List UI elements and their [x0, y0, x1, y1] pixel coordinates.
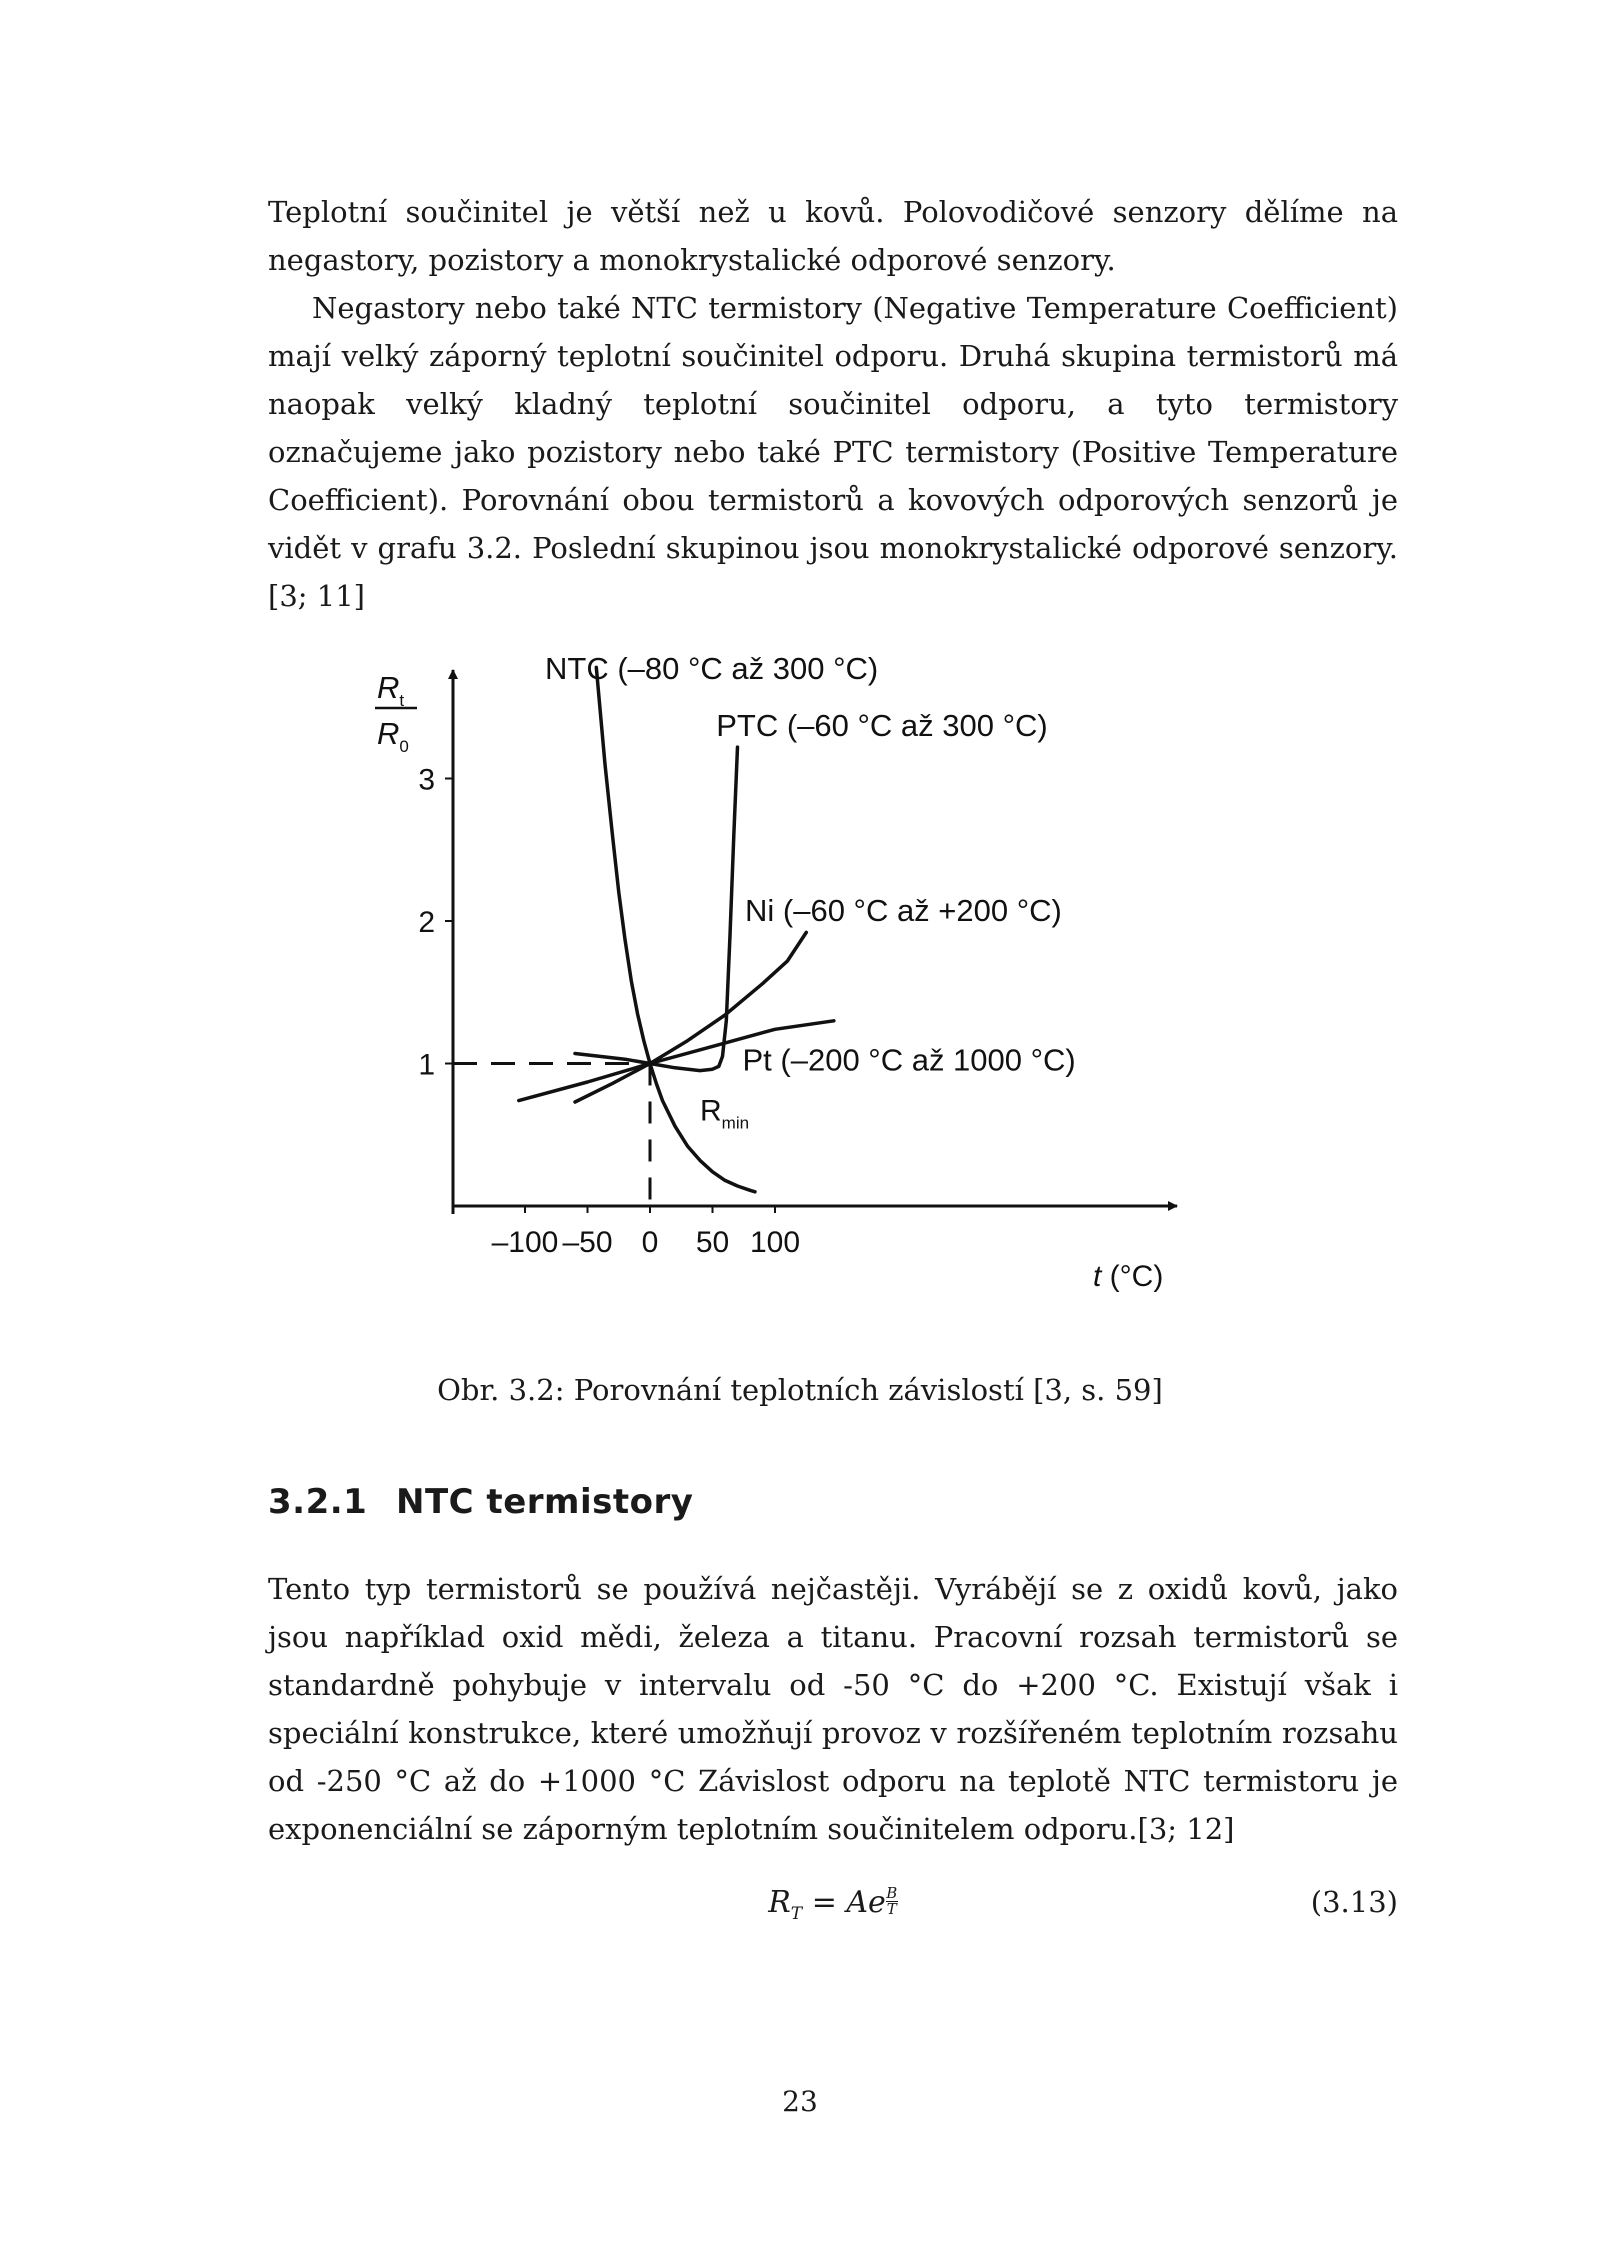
section-title: NTC termistory — [396, 1482, 694, 1522]
series-ntc-label: NTC (–80 °C až 300 °C) — [545, 650, 879, 686]
chart-svg — [355, 598, 1315, 1298]
paragraph-negastory: Negastory nebo také NTC termistory (Negative Temperature Coefficient) mají velký záporný teplotní součinitel odporu. Druhá skupina termistorů má naopak velký kladný teplotní součinitel odporu, a tyto termistory označujeme jako pozistory nebo také PTC termistory (Positive Temperature Coefficient). Porovnání obou termistorů a kovových odporových senzorů je vidět v grafu 3.2. Poslední skupinou jsou monokrystalické odporové senzory. [3; 11] — [268, 291, 1398, 613]
eq-equals: = — [811, 1885, 837, 1920]
x-tick-label: 100 — [749, 1226, 801, 1259]
x-axis-label: t (°C) — [1093, 1260, 1164, 1293]
eq-r-sub: T — [790, 1904, 803, 1924]
x-tick-label: 0 — [641, 1226, 659, 1259]
eq-exponent — [886, 1886, 898, 1917]
paragraph-ntc: Tento typ termistorů se používá nejčastěji. Vyrábějí se z oxidů kovů, jako jsou například oxid mědi, železa a titanu. Pracovní rozsah termistorů se standardně pohybuje v intervalu od -50 °C do +200 °C. Existují však i speciální konstrukce, které umožňují provoz v rozšířeném teplotním rozsahu od -250 °C až do +1000 °C Závislost odporu na teplotě NTC termistoru je exponenciální se záporným teplotním součinitelem odporu.[3; 12] — [268, 1572, 1398, 1846]
x-tick-label: –100 — [491, 1226, 559, 1259]
y-axis-label-denominator: $R_0$ — [377, 716, 409, 756]
annotation-rmin: $R_{min}$ — [700, 1094, 750, 1133]
y-tick-label: 1 — [418, 1048, 435, 1082]
x-tick-label: 50 — [695, 1226, 730, 1259]
y-tick-label: 2 — [418, 906, 435, 939]
paragraph-intro: Teplotní součinitel je větší než u kovů. Polovodičové senzory dělíme na negastory, pozistory a monokrystalické odporové senzory. — [268, 195, 1398, 277]
eq-r: R — [768, 1885, 791, 1920]
y-tick-label: 3 — [418, 763, 435, 797]
y-axis-label-numerator: $R_t$ — [377, 670, 405, 710]
eq-exp-num: B — [886, 1884, 898, 1902]
series-pt-label: Pt (–200 °C až 1000 °C) — [742, 1042, 1076, 1078]
eq-ae: Ae — [846, 1885, 886, 1920]
page-number: 23 — [782, 2085, 818, 2118]
series-ptc-label: PTC (–60 °C až 300 °C) — [716, 707, 1048, 743]
section-number: 3.2.1 — [268, 1482, 368, 1522]
eq-exp-den: T — [886, 1900, 897, 1918]
equation-3-13 — [268, 1885, 1398, 1945]
series-ni-label: Ni (–60 °C až +200 °C) — [745, 893, 1062, 928]
annotation-rmin-sub: min — [721, 1113, 750, 1133]
x-tick-label: –50 — [562, 1226, 613, 1259]
equation-body — [268, 1885, 1398, 1924]
section-heading — [268, 1482, 693, 1522]
figure-temperature-dependence — [355, 598, 1315, 1298]
equation-number: (3.13) — [1310, 1885, 1398, 1919]
figure-caption: Obr. 3.2: Porovnání teplotních závislostí [3, s. 59] — [437, 1373, 1163, 1407]
